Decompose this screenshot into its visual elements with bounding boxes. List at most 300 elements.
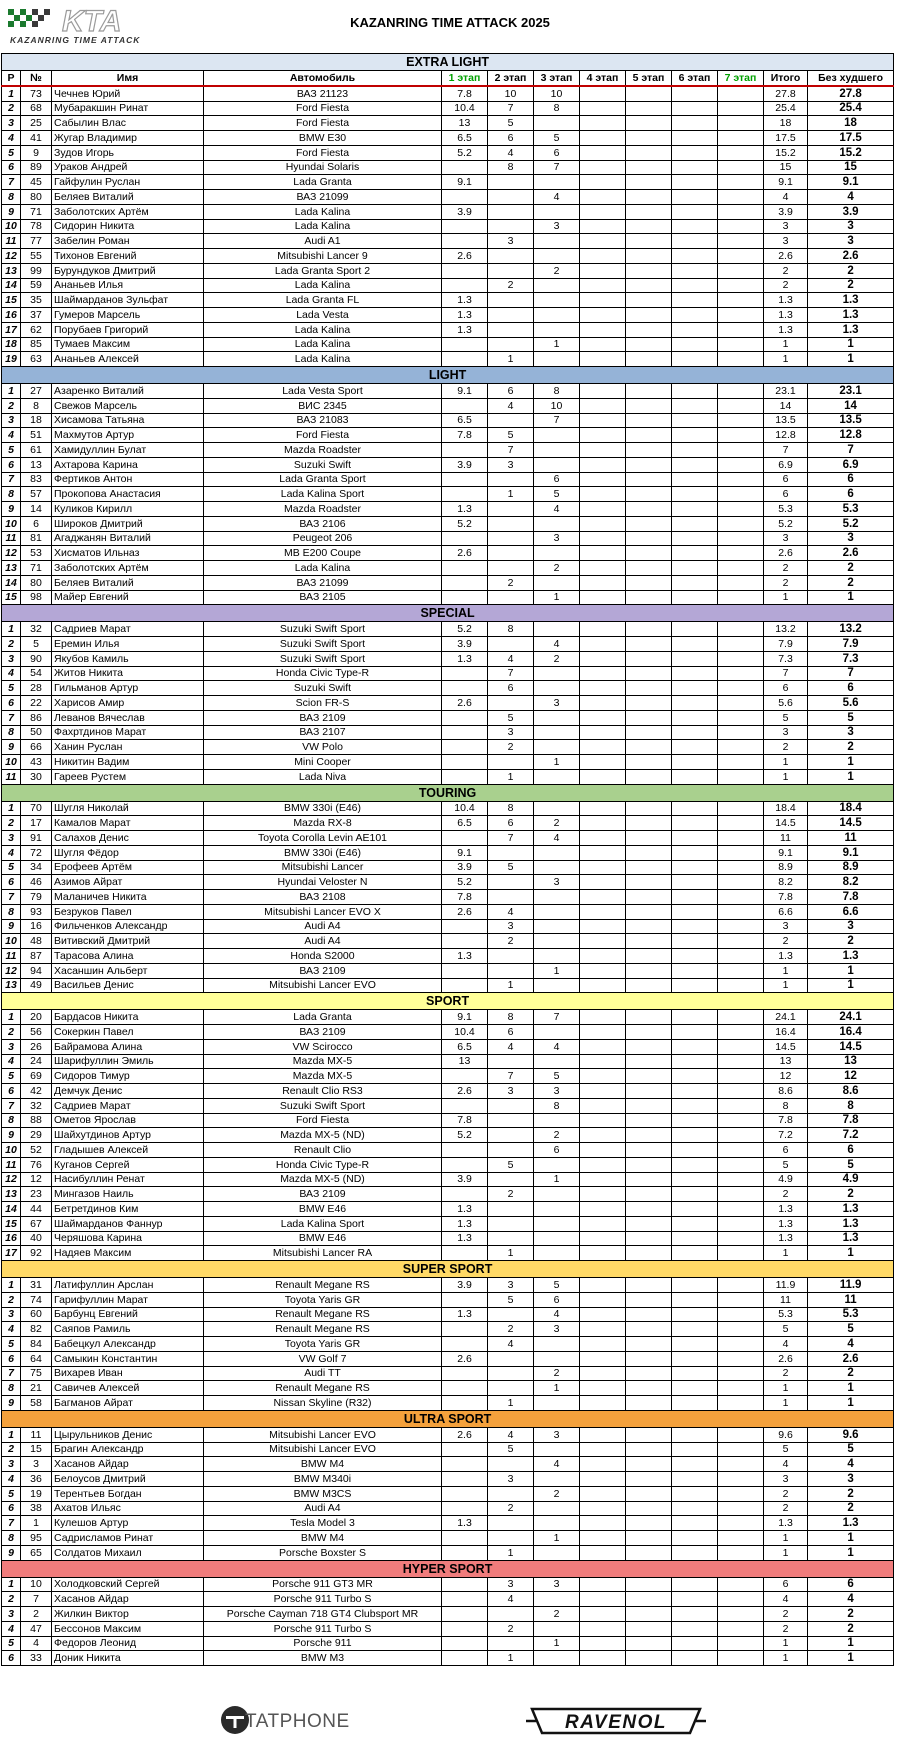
total-cell: 4 [764, 1592, 808, 1607]
stage-1-cell [442, 1157, 488, 1172]
position-cell: 8 [2, 725, 21, 740]
stage-7-cell [718, 457, 764, 472]
stage-7-cell [718, 531, 764, 546]
stage-2-cell [488, 263, 534, 278]
total-cell: 1 [764, 1651, 808, 1666]
driver-name-cell: Свежов Марсель [52, 398, 204, 413]
total-cell: 6 [764, 1143, 808, 1158]
stage-6-cell [672, 1351, 718, 1366]
total-cell: 1 [764, 352, 808, 367]
position-cell: 14 [2, 278, 21, 293]
stage-7-cell [718, 710, 764, 725]
stage-3-cell [534, 1516, 580, 1531]
position-cell: 3 [2, 116, 21, 131]
stage-6-cell [672, 890, 718, 905]
stage-1-cell: 10.4 [442, 1025, 488, 1040]
best-total-cell: 3 [808, 234, 894, 249]
stage-2-cell [488, 590, 534, 605]
driver-name-cell: Прокопова Анастасия [52, 487, 204, 502]
table-row [2, 531, 894, 546]
stage-6-cell [672, 190, 718, 205]
stage-5-cell [626, 160, 672, 175]
table-row [2, 1472, 894, 1487]
stage-6-cell [672, 1607, 718, 1622]
car-number-cell: 53 [21, 546, 52, 561]
stage-6-cell [672, 278, 718, 293]
table-row [2, 219, 894, 234]
stage-6-cell [672, 1501, 718, 1516]
stage-3-cell: 2 [534, 1486, 580, 1501]
total-cell: 16.4 [764, 1025, 808, 1040]
stage-6-cell [672, 934, 718, 949]
stage-7-cell [718, 1366, 764, 1381]
stage-2-cell [488, 1216, 534, 1231]
driver-name-cell: Порубаев Григорий [52, 322, 204, 337]
total-cell: 3 [764, 234, 808, 249]
position-cell: 17 [2, 322, 21, 337]
stage-5-cell [626, 101, 672, 116]
stage-5-cell [626, 1172, 672, 1187]
stage-7-cell [718, 725, 764, 740]
stage-2-cell: 10 [488, 86, 534, 101]
stage-3-cell: 4 [534, 1457, 580, 1472]
best-total-cell: 2.6 [808, 546, 894, 561]
position-cell: 2 [2, 101, 21, 116]
table-row [2, 710, 894, 725]
car-number-cell: 84 [21, 1337, 52, 1352]
stage-5-cell [626, 1366, 672, 1381]
stage-2-cell: 2 [488, 740, 534, 755]
stage-7-cell [718, 1337, 764, 1352]
stage-6-cell [672, 666, 718, 681]
stage-5-cell [626, 1157, 672, 1172]
stage-5-cell [626, 590, 672, 605]
car-number-cell: 49 [21, 978, 52, 993]
position-cell: 3 [2, 1039, 21, 1054]
stage-6-cell [672, 651, 718, 666]
best-total-cell: 3 [808, 725, 894, 740]
tatphone-logo [215, 1702, 355, 1738]
stage-4-cell [580, 234, 626, 249]
stage-4-cell [580, 1216, 626, 1231]
best-total-cell: 7.8 [808, 1113, 894, 1128]
table-row [2, 116, 894, 131]
stage-1-cell: 1.3 [442, 1216, 488, 1231]
stage-1-cell [442, 978, 488, 993]
total-cell: 23.1 [764, 384, 808, 399]
car-number-cell: 79 [21, 890, 52, 905]
car-model-cell: BMW M4 [204, 1457, 442, 1472]
car-number-cell: 86 [21, 710, 52, 725]
car-model-cell: Porsche Cayman 718 GT4 Clubsport MR [204, 1607, 442, 1622]
stage-6-cell [672, 1098, 718, 1113]
stage-3-cell: 2 [534, 561, 580, 576]
best-total-cell: 2 [808, 575, 894, 590]
stage-7-cell [718, 1501, 764, 1516]
driver-name-cell: Вихарев Иван [52, 1366, 204, 1381]
total-cell: 5 [764, 710, 808, 725]
position-cell: 1 [2, 384, 21, 399]
stage-4-cell [580, 949, 626, 964]
stage-3-cell: 8 [534, 101, 580, 116]
section-title: EXTRA LIGHT [2, 54, 894, 71]
position-cell: 16 [2, 1231, 21, 1246]
car-model-cell: Lada Granta Sport [204, 472, 442, 487]
section-header-row [2, 993, 894, 1010]
car-number-cell: 35 [21, 293, 52, 308]
car-number-cell: 22 [21, 696, 52, 711]
position-cell: 8 [2, 487, 21, 502]
stage-6-cell [672, 1381, 718, 1396]
table-row [2, 1577, 894, 1592]
car-model-cell: Mitsubishi Lancer EVO X [204, 904, 442, 919]
stage-7-cell [718, 1025, 764, 1040]
total-cell: 17.5 [764, 131, 808, 146]
stage-4-cell [580, 890, 626, 905]
stage-2-cell [488, 1128, 534, 1143]
stage-3-cell: 2 [534, 263, 580, 278]
car-number-cell: 12 [21, 1172, 52, 1187]
total-cell: 2 [764, 1366, 808, 1381]
stage-4-cell [580, 1025, 626, 1040]
stage-5-cell [626, 1098, 672, 1113]
table-row [2, 1128, 894, 1143]
total-cell: 2 [764, 575, 808, 590]
position-cell: 6 [2, 875, 21, 890]
best-total-cell: 14.5 [808, 816, 894, 831]
stage-7-cell [718, 1592, 764, 1607]
column-header-s4: 4 этап [580, 71, 626, 86]
stage-3-cell: 1 [534, 963, 580, 978]
driver-name-cell: Хисматов Ильназ [52, 546, 204, 561]
table-row [2, 1278, 894, 1293]
stage-5-cell [626, 978, 672, 993]
car-model-cell: VW Polo [204, 740, 442, 755]
driver-name-cell: Гильманов Артур [52, 681, 204, 696]
total-cell: 7.3 [764, 651, 808, 666]
stage-3-cell [534, 1113, 580, 1128]
stage-6-cell [672, 1143, 718, 1158]
car-model-cell: Audi A4 [204, 1501, 442, 1516]
table-row [2, 502, 894, 517]
stage-7-cell [718, 249, 764, 264]
stage-3-cell [534, 681, 580, 696]
car-number-cell: 36 [21, 1472, 52, 1487]
stage-6-cell [672, 249, 718, 264]
car-model-cell: Mitsubishi Lancer EVO [204, 1427, 442, 1442]
stage-7-cell [718, 1157, 764, 1172]
stage-4-cell [580, 160, 626, 175]
car-model-cell: Lada Granta [204, 1010, 442, 1025]
car-model-cell: Honda Civic Type-R [204, 666, 442, 681]
driver-name-cell: Тихонов Евгений [52, 249, 204, 264]
table-row [2, 443, 894, 458]
car-number-cell: 8 [21, 398, 52, 413]
stage-5-cell [626, 502, 672, 517]
position-cell: 9 [2, 502, 21, 517]
stage-2-cell [488, 1202, 534, 1217]
position-cell: 1 [2, 1427, 21, 1442]
table-row [2, 413, 894, 428]
stage-4-cell [580, 1246, 626, 1261]
stage-6-cell [672, 1202, 718, 1217]
car-number-cell: 70 [21, 801, 52, 816]
driver-name-cell: Холодковский Сергей [52, 1577, 204, 1592]
table-row [2, 637, 894, 652]
stage-3-cell [534, 575, 580, 590]
stage-2-cell: 2 [488, 1501, 534, 1516]
stage-5-cell [626, 1486, 672, 1501]
stage-1-cell [442, 1621, 488, 1636]
stage-5-cell [626, 546, 672, 561]
checkered-flag-icon [8, 9, 50, 27]
stage-1-cell [442, 740, 488, 755]
ravenol-logo [526, 1703, 706, 1739]
car-model-cell: ВАЗ 2106 [204, 516, 442, 531]
position-cell: 7 [2, 1516, 21, 1531]
stage-1-cell [442, 831, 488, 846]
best-total-cell: 6 [808, 487, 894, 502]
total-cell: 4 [764, 1337, 808, 1352]
stage-1-cell [442, 755, 488, 770]
table-row [2, 278, 894, 293]
total-cell: 13 [764, 1054, 808, 1069]
car-number-cell: 68 [21, 101, 52, 116]
car-model-cell: Toyota Corolla Levin AE101 [204, 831, 442, 846]
car-number-cell: 5 [21, 637, 52, 652]
stage-1-cell [442, 919, 488, 934]
stage-3-cell [534, 175, 580, 190]
stage-3-cell: 1 [534, 1381, 580, 1396]
position-cell: 5 [2, 681, 21, 696]
section-title: SPORT [2, 993, 894, 1010]
car-number-cell: 71 [21, 561, 52, 576]
table-row [2, 472, 894, 487]
stage-5-cell [626, 1427, 672, 1442]
driver-name-cell: Шаймарданов Фаннур [52, 1216, 204, 1231]
best-total-cell: 1 [808, 590, 894, 605]
stage-7-cell [718, 1039, 764, 1054]
driver-name-cell: Багманов Айрат [52, 1396, 204, 1411]
stage-7-cell [718, 590, 764, 605]
position-cell: 9 [2, 204, 21, 219]
car-number-cell: 50 [21, 725, 52, 740]
stage-3-cell [534, 1054, 580, 1069]
stage-7-cell [718, 1381, 764, 1396]
stage-7-cell [718, 949, 764, 964]
stage-2-cell: 2 [488, 575, 534, 590]
position-cell: 7 [2, 710, 21, 725]
total-cell: 8.6 [764, 1084, 808, 1099]
car-model-cell: Lada Kalina [204, 278, 442, 293]
position-cell: 12 [2, 963, 21, 978]
stage-1-cell: 3.9 [442, 1172, 488, 1187]
section-title: HYPER SPORT [2, 1560, 894, 1577]
stage-7-cell [718, 384, 764, 399]
car-model-cell: Suzuki Swift Sport [204, 637, 442, 652]
stage-2-cell: 4 [488, 1039, 534, 1054]
total-cell: 1.3 [764, 1231, 808, 1246]
position-cell: 6 [2, 1651, 21, 1666]
stage-2-cell [488, 637, 534, 652]
stage-5-cell [626, 904, 672, 919]
best-total-cell: 8.9 [808, 860, 894, 875]
car-number-cell: 88 [21, 1113, 52, 1128]
driver-name-cell: Агаджанян Виталий [52, 531, 204, 546]
best-total-cell: 5 [808, 710, 894, 725]
position-cell: 12 [2, 1172, 21, 1187]
stage-3-cell: 7 [534, 160, 580, 175]
stage-5-cell [626, 1278, 672, 1293]
position-cell: 2 [2, 816, 21, 831]
stage-1-cell [442, 472, 488, 487]
position-cell: 8 [2, 1381, 21, 1396]
stage-5-cell [626, 1351, 672, 1366]
best-total-cell: 4.9 [808, 1172, 894, 1187]
stage-3-cell: 4 [534, 190, 580, 205]
position-cell: 14 [2, 575, 21, 590]
stage-2-cell [488, 546, 534, 561]
driver-name-cell: Куликов Кирилл [52, 502, 204, 517]
total-cell: 2 [764, 1486, 808, 1501]
stage-2-cell: 5 [488, 1442, 534, 1457]
stage-3-cell: 5 [534, 1278, 580, 1293]
stage-2-cell: 1 [488, 978, 534, 993]
stage-2-cell [488, 1307, 534, 1322]
driver-name-cell: Садриев Марат [52, 1098, 204, 1113]
position-cell: 15 [2, 1216, 21, 1231]
driver-name-cell: Заболотских Артём [52, 561, 204, 576]
stage-2-cell: 2 [488, 1322, 534, 1337]
total-cell: 1 [764, 755, 808, 770]
best-total-cell: 18 [808, 116, 894, 131]
position-cell: 9 [2, 1396, 21, 1411]
stage-3-cell: 3 [534, 696, 580, 711]
car-model-cell: Renault Clio [204, 1143, 442, 1158]
stage-6-cell [672, 1621, 718, 1636]
best-total-cell: 12 [808, 1069, 894, 1084]
column-header-p: Р [2, 71, 21, 86]
car-number-cell: 32 [21, 622, 52, 637]
stage-2-cell: 7 [488, 831, 534, 846]
column-header-s1: 1 этап [442, 71, 488, 86]
driver-name-cell: Беляев Виталий [52, 575, 204, 590]
best-total-cell: 6.9 [808, 457, 894, 472]
position-cell: 5 [2, 1486, 21, 1501]
position-cell: 7 [2, 175, 21, 190]
position-cell: 3 [2, 831, 21, 846]
position-cell: 17 [2, 1246, 21, 1261]
car-model-cell: Ford Fiesta [204, 428, 442, 443]
stage-3-cell: 10 [534, 398, 580, 413]
section-title: ULTRA SPORT [2, 1410, 894, 1427]
stage-2-cell: 8 [488, 160, 534, 175]
best-total-cell: 5 [808, 1322, 894, 1337]
total-cell: 8 [764, 1098, 808, 1113]
driver-name-cell: Шугля Фёдор [52, 845, 204, 860]
driver-name-cell: Гладышев Алексей [52, 1143, 204, 1158]
car-model-cell: Lada Kalina Sport [204, 487, 442, 502]
stage-7-cell [718, 845, 764, 860]
stage-5-cell [626, 398, 672, 413]
stage-4-cell [580, 428, 626, 443]
total-cell: 5 [764, 1442, 808, 1457]
stage-2-cell: 2 [488, 278, 534, 293]
stage-5-cell [626, 1187, 672, 1202]
position-cell: 5 [2, 1337, 21, 1352]
total-cell: 2 [764, 1501, 808, 1516]
table-row [2, 1143, 894, 1158]
stage-5-cell [626, 1246, 672, 1261]
stage-5-cell [626, 801, 672, 816]
stage-5-cell [626, 204, 672, 219]
car-number-cell: 11 [21, 1427, 52, 1442]
best-total-cell: 1.3 [808, 322, 894, 337]
stage-6-cell [672, 1278, 718, 1293]
car-number-cell: 23 [21, 1187, 52, 1202]
stage-1-cell: 9.1 [442, 175, 488, 190]
stage-4-cell [580, 1396, 626, 1411]
car-number-cell: 83 [21, 472, 52, 487]
stage-3-cell: 7 [534, 413, 580, 428]
stage-2-cell: 2 [488, 1187, 534, 1202]
position-cell: 5 [2, 1069, 21, 1084]
stage-1-cell [442, 561, 488, 576]
car-model-cell: Renault Clio RS3 [204, 1084, 442, 1099]
total-cell: 18.4 [764, 801, 808, 816]
stage-3-cell: 1 [534, 1172, 580, 1187]
driver-name-cell: Ахтарова Карина [52, 457, 204, 472]
car-model-cell: Hyundai Veloster N [204, 875, 442, 890]
car-number-cell: 63 [21, 352, 52, 367]
best-total-cell: 1.3 [808, 1202, 894, 1217]
stage-1-cell: 7.8 [442, 1113, 488, 1128]
table-row [2, 1231, 894, 1246]
car-model-cell: Scion FR-S [204, 696, 442, 711]
stage-7-cell [718, 1472, 764, 1487]
stage-7-cell [718, 413, 764, 428]
stage-7-cell [718, 1322, 764, 1337]
stage-7-cell [718, 681, 764, 696]
driver-name-cell: Леванов Вячеслав [52, 710, 204, 725]
stage-4-cell [580, 1187, 626, 1202]
best-total-cell: 1 [808, 1545, 894, 1560]
stage-6-cell [672, 1651, 718, 1666]
best-total-cell: 2 [808, 1187, 894, 1202]
stage-3-cell [534, 322, 580, 337]
driver-name-cell: Барбунц Евгений [52, 1307, 204, 1322]
stage-4-cell [580, 516, 626, 531]
car-model-cell: Audi A4 [204, 934, 442, 949]
total-cell: 1 [764, 337, 808, 352]
stage-1-cell: 2.6 [442, 1351, 488, 1366]
car-number-cell: 69 [21, 1069, 52, 1084]
stage-4-cell [580, 590, 626, 605]
stage-1-cell [442, 1246, 488, 1261]
car-number-cell: 27 [21, 384, 52, 399]
best-total-cell: 6.6 [808, 904, 894, 919]
stage-3-cell: 7 [534, 1010, 580, 1025]
stage-7-cell [718, 234, 764, 249]
car-number-cell: 93 [21, 904, 52, 919]
position-cell: 9 [2, 1128, 21, 1143]
stage-1-cell: 1.3 [442, 1307, 488, 1322]
table-row [2, 234, 894, 249]
column-header-total: Итого [764, 71, 808, 86]
position-cell: 8 [2, 904, 21, 919]
stage-1-cell: 3.9 [442, 457, 488, 472]
car-model-cell: Mitsubishi Lancer EVO [204, 978, 442, 993]
